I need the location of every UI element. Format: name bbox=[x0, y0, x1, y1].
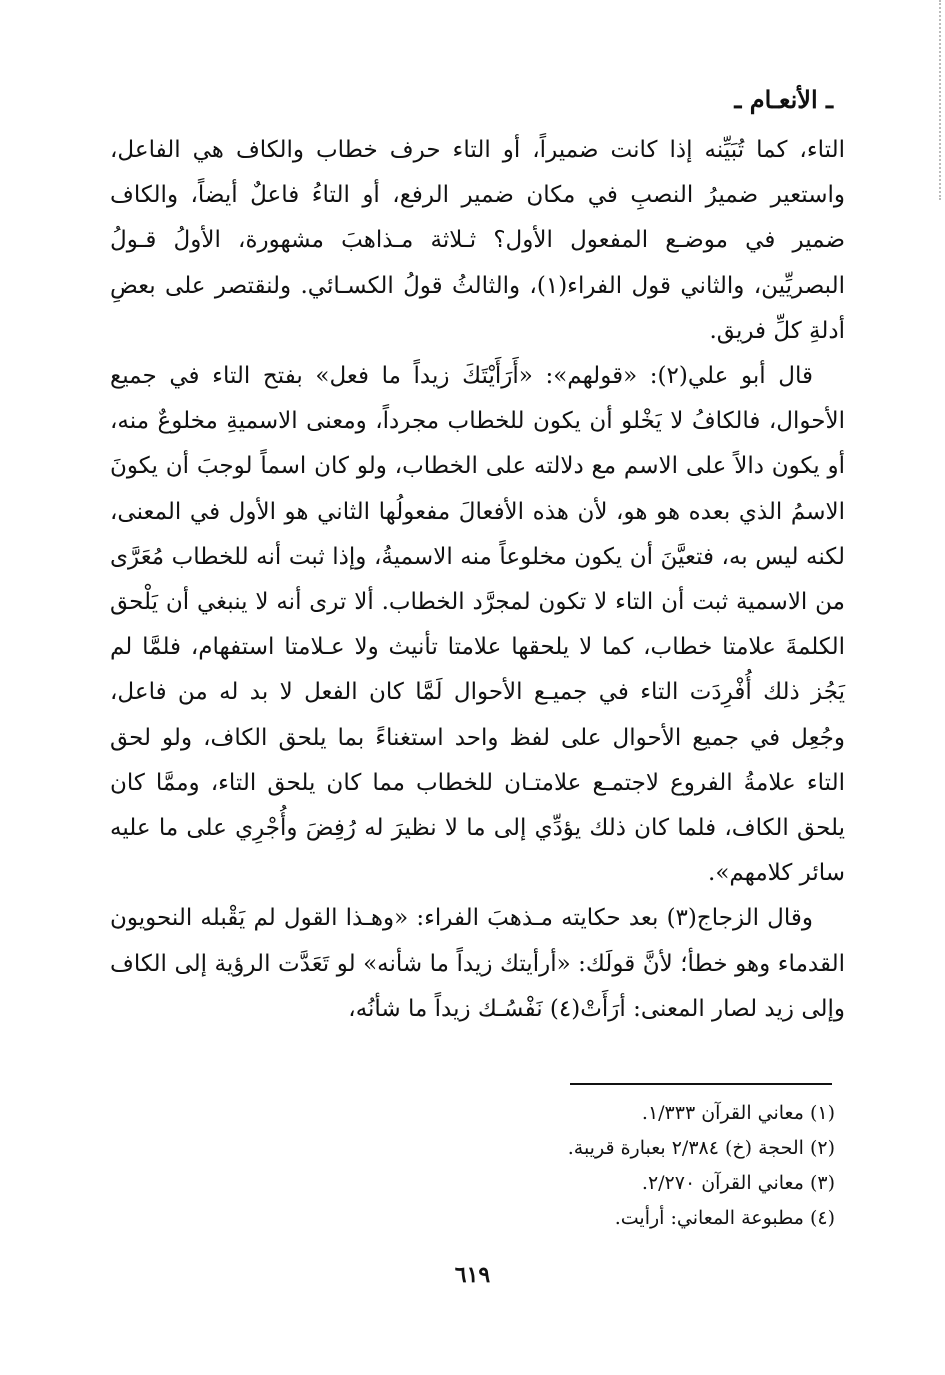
running-head: ـ الأنعـام ـ bbox=[734, 85, 833, 114]
page-number: ٦١٩ bbox=[454, 1262, 491, 1288]
paragraph: قال أبو علي(٢): «قولهم»: «أَرَأَيْتَكَ زيداً ما فعل» بفتح التاء في جميع الأحوال، فالكافُ لا يَخْلو أن يكون للخطاب مجرداً، ومعنى الاسميةِ مخلوعٌ منه، أو يكون دالاً على الاسم مع دلالته على الخطاب، ولو كان اسماً لوجبَ أن يكونَ الاسمُ الذي بعده هو هو، لأن هذه الأفعالَ مفعولُها الثاني هو الأول في المعنى، لكنه ليس به، فتعيَّنَ أن يكون مخلوعاً منه الاسميةُ، وإذا ثبت أنه للخطاب مُعَرَّى من الاسمية ثبت أن التاء لا تكون لمجرَّد الخطاب. ألا ترى أنه لا ينبغي أن يَلْحق الكلمةَ علامتا خطاب، كما لا يلحقها علامتا تأنيث ولا عـلامتا استفهام، فلمَّا لم يَجُز ذلك أُفْرِدَت التاء في جميـع الأحوال لَمَّا كان الفعل لا بد له من فاعل، وجُعِل في جميع الأحوال على لفظ واحد استغناءً بما يلحق الكاف، ولو لحق التاء علامةُ الفروع لاجتمـع علامتـان للخطاب مما كان يلحق التاء، وممَّا كان يلحق الكاف، فلما كان ذلك يؤدِّي إلى ما لا نظيرَ له رُفِضَ وأُجْرِي على ما عليه سائر كلامهم». bbox=[110, 363, 845, 887]
page-edge-marks bbox=[935, 0, 941, 200]
paragraph: التاء، كما تُبَيِّنه إذا كانت ضميراً، أو التاء حرف خطاب والكاف هي الفاعل، واستعير ضميرُ النصبِ في مكان ضمير الرفع، أو التاءُ فاعلٌ أيضاً، والكاف ضمير في موضـع المفعول الأول؟ ثـلاثة مـذاهبَ مشهورة، الأولُ قـولُ البصريِّين، والثاني قول الفراء(١)، والثالثُ قولُ الكسـائي. ولنقتصر على بعضِ أدلةِ كلِّ فريق. bbox=[110, 137, 845, 344]
footnote: (١) معاني القرآن ١/٣٣٣. bbox=[641, 1102, 835, 1124]
footnote: (٣) معاني القرآن ٢/٢٧٠. bbox=[641, 1172, 835, 1194]
footnote: (٤) مطبوعة المعاني: أرأيت. bbox=[614, 1207, 835, 1229]
main-text bbox=[110, 128, 845, 1032]
footnote: (٢) الحجة (خ) ٢/٣٨٤ بعبارة قريبة. bbox=[567, 1137, 835, 1159]
footnote-divider bbox=[570, 1083, 832, 1085]
footnotes bbox=[335, 1096, 835, 1236]
paragraph: وقال الزجاج(٣) بعد حكايته مـذهبَ الفراء: «وهـذا القول لم يَقْبله النحويون القدماء وهو خطأ؛ لأنَّ قولَك: «أرأيتك زيداً ما شأنه» لو تَعَدَّت الرؤية إلى الكاف وإلى زيد لصار المعنى: أرَأَتْ(٤) نَفْسُـك زيداً ما شأنُه، bbox=[110, 905, 845, 1022]
